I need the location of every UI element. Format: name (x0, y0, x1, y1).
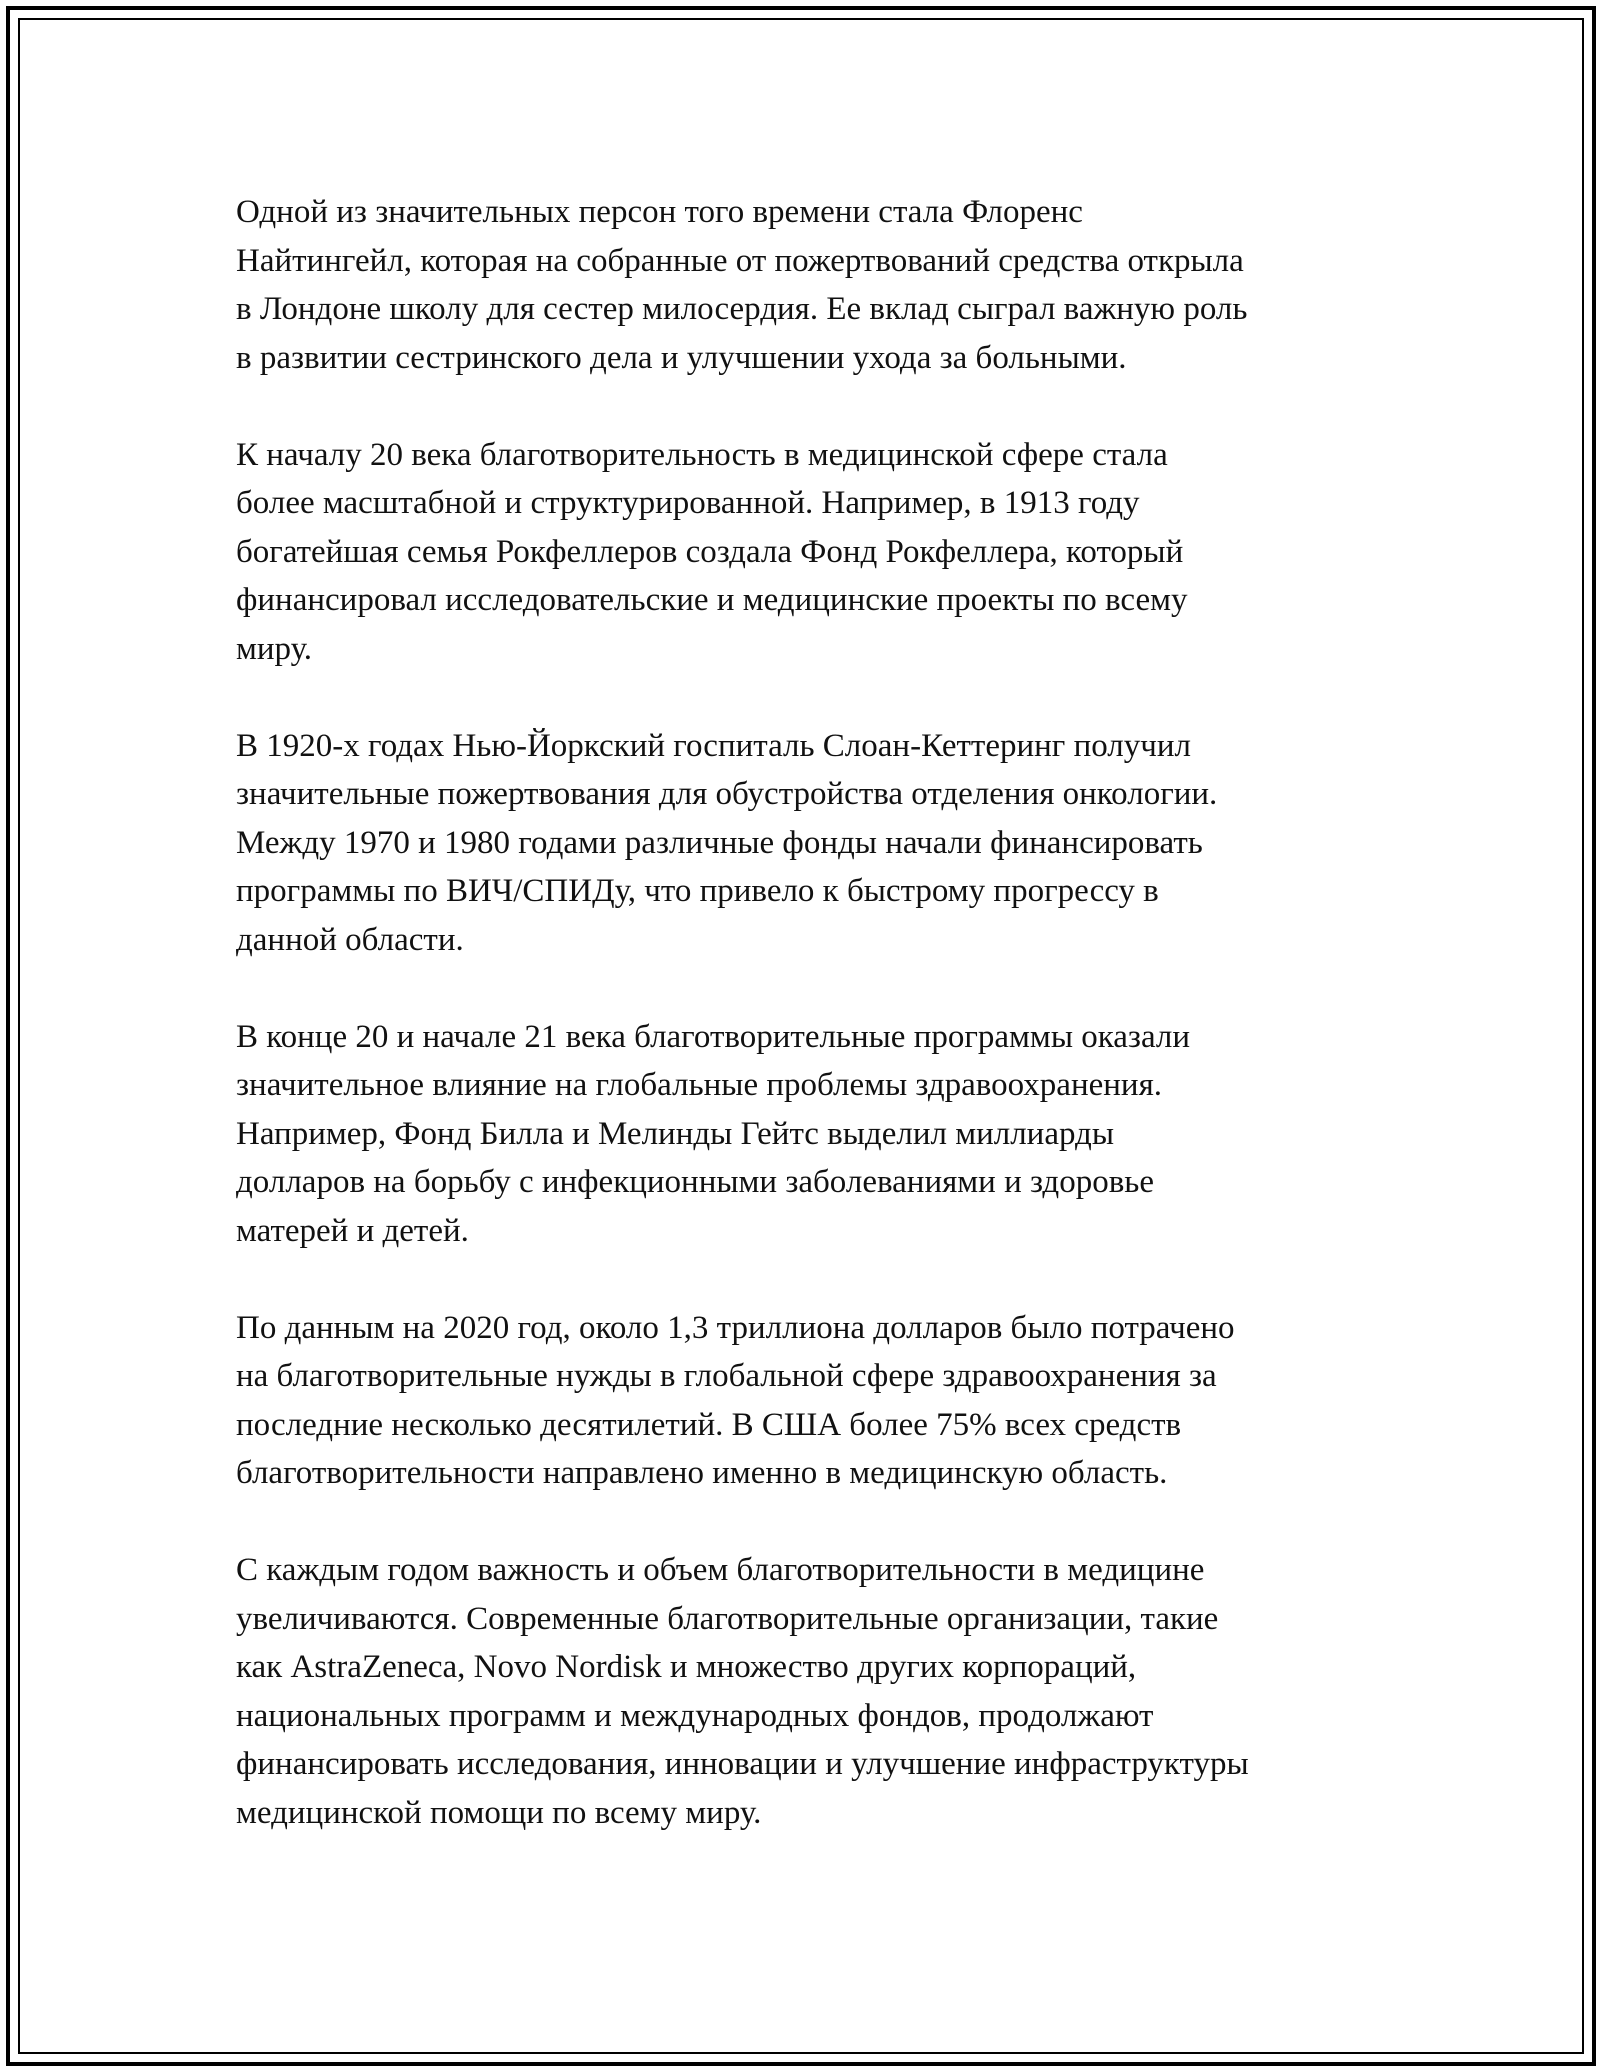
paragraph-line: финансировать исследования, инновации и улучшение инфраструктуры (236, 1746, 1249, 1782)
paragraph (236, 1013, 1396, 1256)
paragraph-line: В конце 20 и начале 21 века благотворительные программы оказали (236, 1018, 1191, 1055)
paragraph-line: программы по ВИЧ/СПИДу, что привело к быстрому прогрессу в (236, 873, 1159, 909)
document-body (236, 188, 1396, 1886)
paragraph-line: долларов на борьбу с инфекционными заболеваниями и здоровье (236, 1164, 1154, 1200)
paragraph-line: Между 1970 и 1980 годами различные фонды начали финансировать (236, 824, 1203, 861)
paragraph-line: последние несколько десятилетий. В США более 75% всех средств (236, 1406, 1182, 1443)
paragraph-line: данной области. (236, 921, 464, 958)
paragraph-line: медицинской помощи по всему миру. (236, 1794, 762, 1831)
paragraph-line: национальных программ и международных фондов, продолжают (236, 1697, 1154, 1734)
paragraph-line: По данным на 2020 год, около 1,3 триллиона долларов было потрачено (236, 1309, 1235, 1346)
paragraph-line: значительное влияние на глобальные проблемы здравоохранения. (236, 1067, 1163, 1103)
paragraph-line: К началу 20 века благотворительность в медицинской сфере стала (236, 436, 1168, 473)
paragraph-line: значительные пожертвования для обустройства отделения онкологии. (236, 776, 1218, 812)
paragraph-line: как AstraZeneca, Novo Nordisk и множество других корпораций, (236, 1649, 1137, 1685)
paragraph (236, 431, 1396, 674)
paragraph-line: Например, Фонд Билла и Мелинды Гейтс выделил миллиарды (236, 1115, 1115, 1152)
paragraph-line: увеличиваются. Современные благотворительные организации, такие (236, 1600, 1219, 1637)
paragraph (236, 722, 1396, 965)
paragraph (236, 1546, 1396, 1837)
paragraph-line: в развитии сестринского дела и улучшении ухода за больными. (236, 339, 1127, 376)
paragraph-line: богатейшая семья Рокфеллеров создала Фонд Рокфеллера, который (236, 533, 1184, 570)
paragraph-line: на благотворительные нужды в глобальной сфере здравоохранения за (236, 1358, 1217, 1394)
paragraph-line: более масштабной и структурированной. Например, в 1913 году (236, 485, 1140, 521)
paragraph (236, 188, 1396, 382)
paragraph (236, 1304, 1396, 1498)
paragraph-line: благотворительности направлено именно в медицинскую область. (236, 1455, 1168, 1491)
paragraph-line: С каждым годом важность и объем благотворительности в медицине (236, 1552, 1205, 1588)
paragraph-line: миру. (236, 630, 313, 667)
paragraph-line: Найтингейл, которая на собранные от пожертвований средства открыла (236, 242, 1244, 279)
paragraph-line: В 1920-х годах Нью-Йоркский госпиталь Слоан-Кеттеринг получил (236, 727, 1191, 764)
paragraph-line: матерей и детей. (236, 1212, 469, 1249)
paragraph-line: финансировал исследовательские и медицинские проекты по всему (236, 582, 1188, 618)
paragraph-line: в Лондоне школу для сестер милосердия. Ее вклад сыграл важную роль (236, 291, 1248, 327)
paragraph-line: Одной из значительных персон того времени стала Флоренс (236, 194, 1083, 230)
